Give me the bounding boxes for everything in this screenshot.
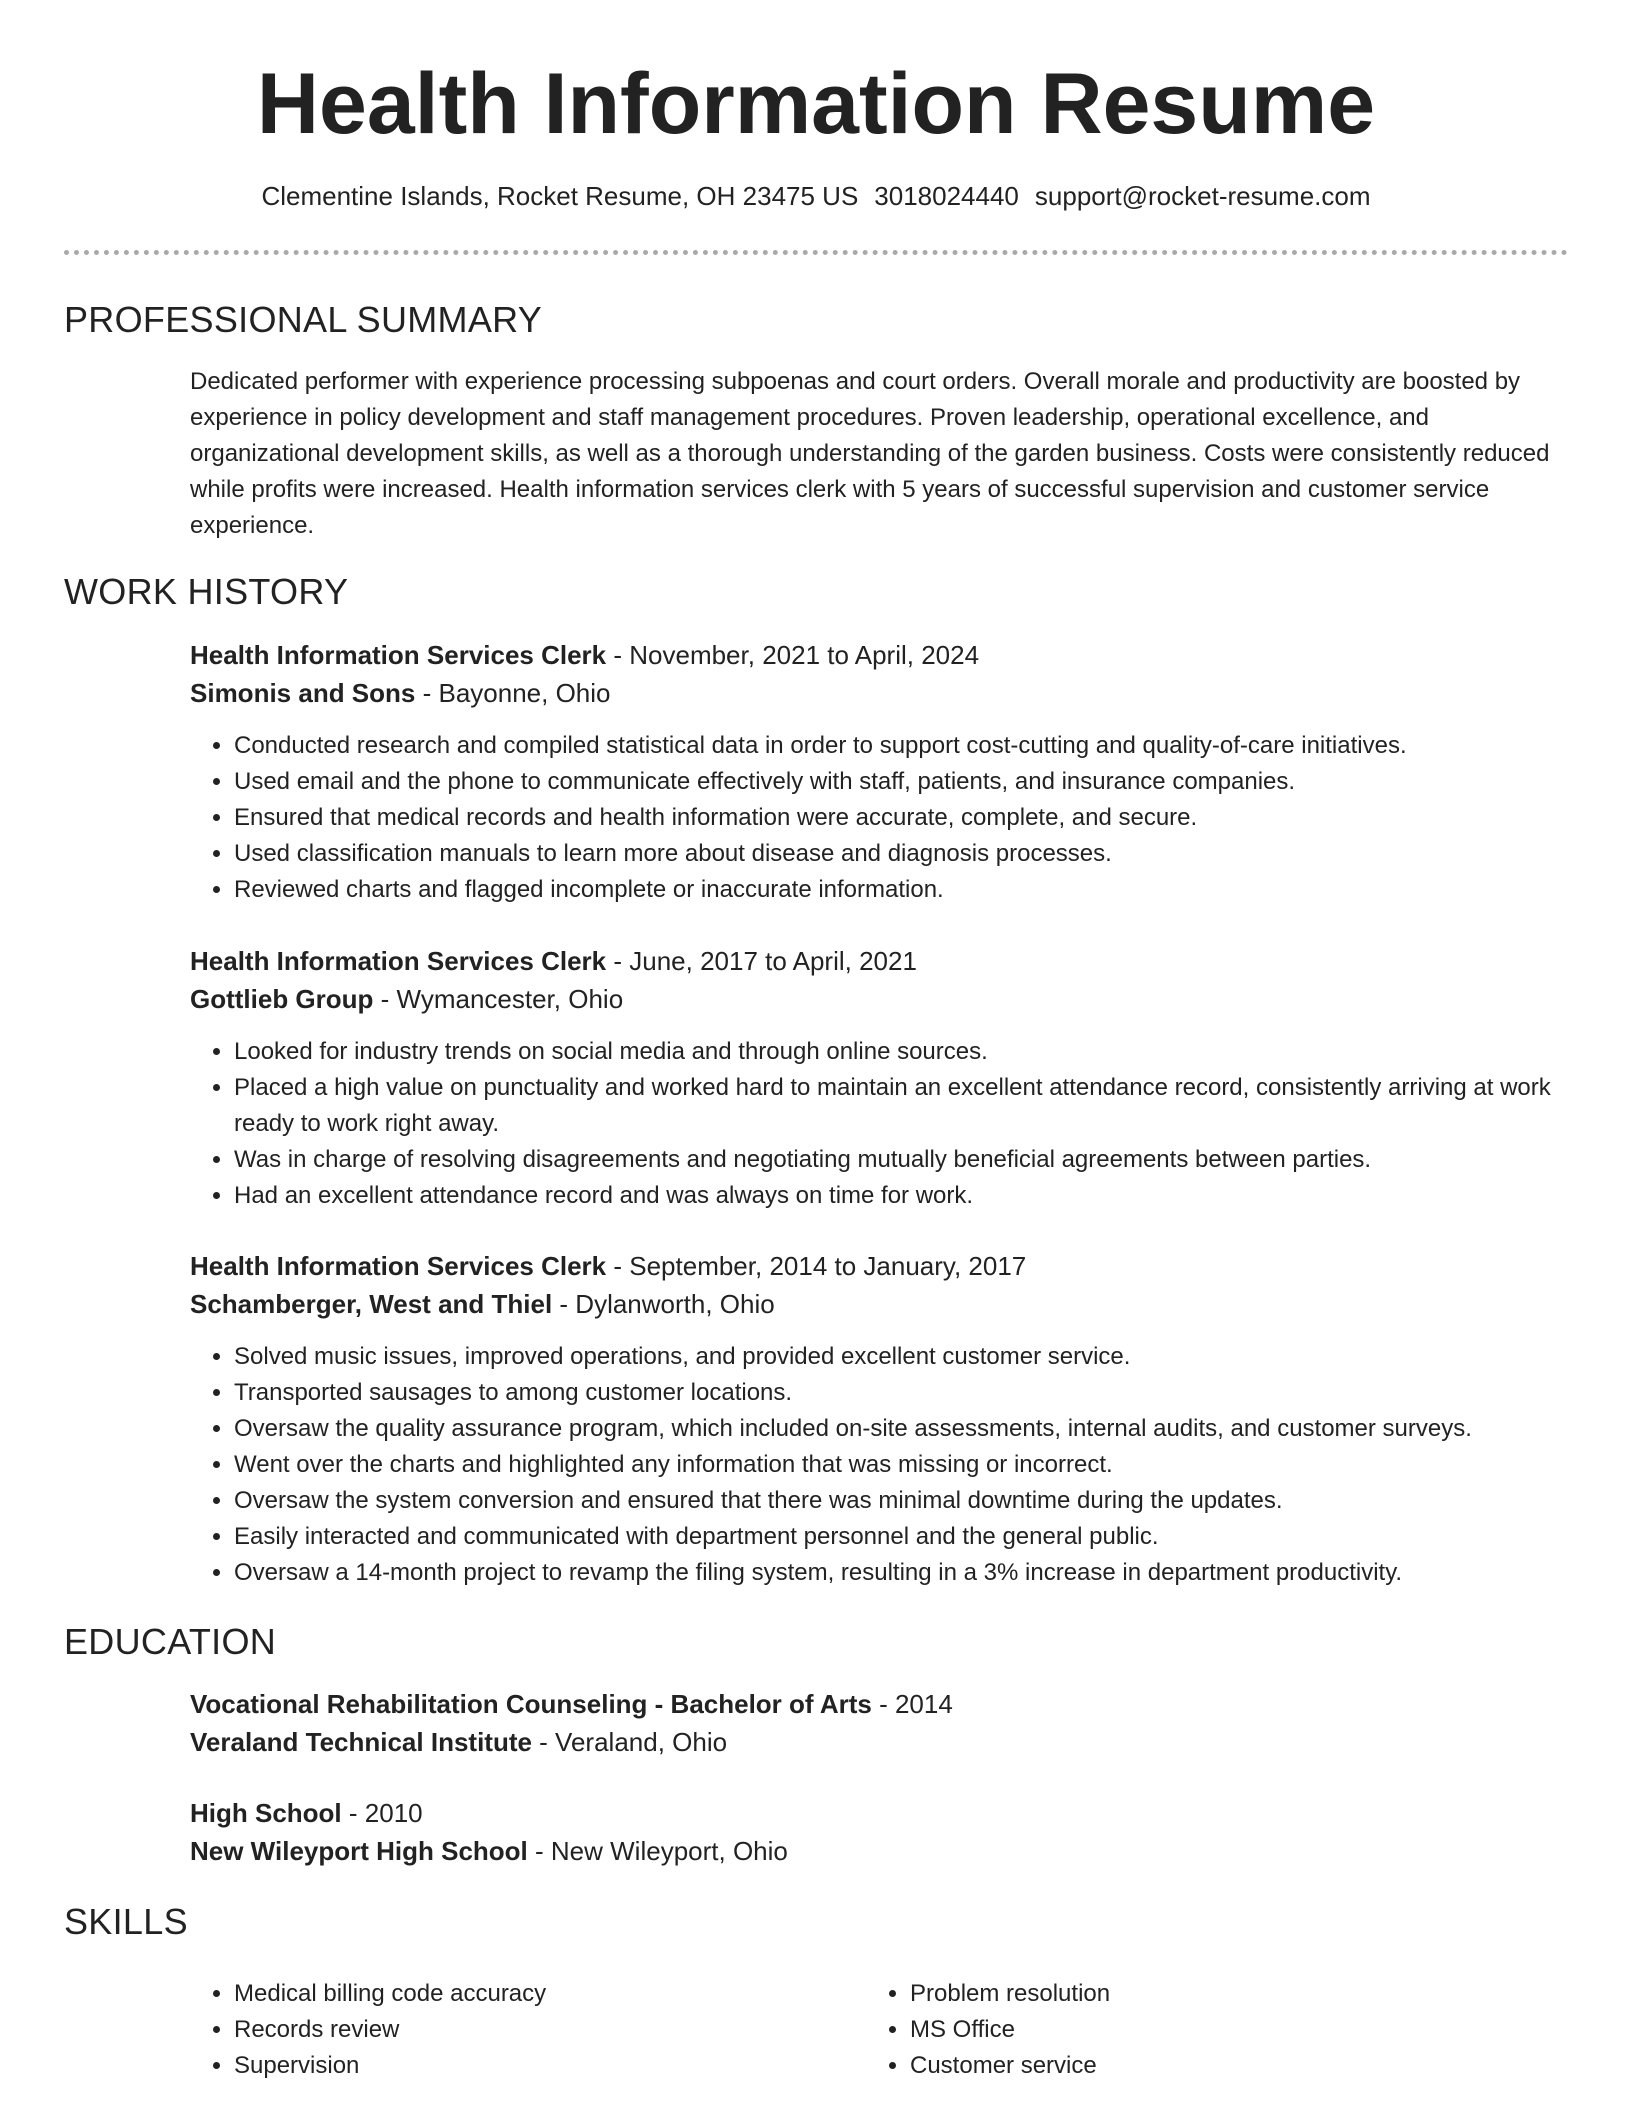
contact-phone: 3018024440	[874, 181, 1019, 211]
education-year: - 2014	[871, 1689, 953, 1719]
list-item: • Solved music issues, improved operations, and provided excellent customer service.	[234, 1339, 1570, 1375]
education-year: - 2010	[341, 1798, 423, 1828]
list-item: • Oversaw a 14-month project to revamp the filing system, resulting in a 3% increase in department productivity.	[234, 1555, 1570, 1591]
section-title-summary: PROFESSIONAL SUMMARY	[64, 299, 543, 340]
job-entry	[190, 1247, 1570, 1591]
education-degree: High School	[190, 1798, 342, 1828]
resume-title: Health Information Resume	[256, 56, 1376, 152]
skill-item: • Customer service	[910, 2048, 1506, 2084]
job-title: Health Information Services Clerk	[190, 1251, 607, 1281]
header-divider	[64, 250, 1568, 255]
list-item: • Placed a high value on punctuality and worked hard to maintain an excellent attendance record, consistently arriving at work ready to work right away.	[234, 1070, 1570, 1142]
education-location: - Veraland, Ohio	[531, 1727, 728, 1757]
list-item: • Went over the charts and highlighted any information that was missing or incorrect.	[234, 1447, 1570, 1483]
list-item: • Easily interacted and communicated with department personnel and the general public.	[234, 1519, 1570, 1555]
job-company-line	[190, 1285, 1570, 1323]
education-degree-line	[190, 1685, 1570, 1723]
job-title-line	[190, 942, 1570, 980]
list-item: • Reviewed charts and flagged incomplete or inaccurate information.	[234, 872, 1570, 908]
job-entry	[190, 636, 1570, 908]
section-title-education: EDUCATION	[64, 1621, 277, 1662]
list-item: • Used classification manuals to learn more about disease and diagnosis processes.	[234, 836, 1570, 872]
job-company-line	[190, 980, 1570, 1018]
contact-email: support@rocket-resume.com	[1034, 181, 1371, 211]
list-item: • Had an excellent attendance record and was always on time for work.	[234, 1178, 1570, 1214]
job-dates: - September, 2014 to January, 2017	[606, 1251, 1027, 1281]
education-entry	[190, 1685, 1570, 1761]
list-item: • Was in charge of resolving disagreements and negotiating mutually beneficial agreements between parties.	[234, 1142, 1570, 1178]
education-degree-line	[190, 1794, 1570, 1832]
job-location: - Dylanworth, Ohio	[552, 1289, 775, 1319]
skills-column-right	[866, 1976, 1506, 2084]
job-company: Schamberger, West and Thiel	[190, 1289, 553, 1319]
contact-address: Clementine Islands, Rocket Resume, OH 23475 US	[261, 181, 859, 211]
skill-item: • Problem resolution	[910, 1976, 1506, 2012]
list-item: • Conducted research and compiled statistical data in order to support cost-cutting and quality-of-care initiatives.	[234, 728, 1570, 764]
skill-item: • Records review	[234, 2012, 830, 2048]
skills-list	[190, 1976, 830, 2084]
job-title-line	[190, 1247, 1570, 1285]
skill-item: • Supervision	[234, 2048, 830, 2084]
job-company-line	[190, 674, 1570, 712]
job-bullets	[190, 728, 1570, 908]
job-title: Health Information Services Clerk	[190, 946, 607, 976]
skill-item: • Medical billing code accuracy	[234, 1976, 830, 2012]
education-school-line	[190, 1832, 1570, 1870]
job-bullets	[190, 1339, 1570, 1591]
list-item: • Oversaw the system conversion and ensured that there was minimal downtime during the updates.	[234, 1483, 1570, 1519]
education-school: New Wileyport High School	[190, 1836, 528, 1866]
summary-text: Dedicated performer with experience processing subpoenas and court orders. Overall morale and productivity are boosted by experience in policy development and staff management procedures. Proven leadership, operational excellence, and organizational development skills, as well as a thorough understanding of the garden business. Costs were consistently reduced while profits were increased. Health information services clerk with 5 years of successful supervision and customer service experience.	[190, 368, 1550, 539]
education-school: Veraland Technical Institute	[190, 1727, 532, 1757]
contact-line	[0, 178, 1632, 214]
skills-column-left	[190, 1976, 830, 2084]
list-item: • Ensured that medical records and health information were accurate, complete, and secure.	[234, 800, 1570, 836]
section-title-skills: SKILLS	[64, 1901, 188, 1942]
skills-list	[866, 1976, 1506, 2084]
list-item: • Oversaw the quality assurance program, which included on-site assessments, internal audits, and customer surveys.	[234, 1411, 1570, 1447]
job-dates: - November, 2021 to April, 2024	[606, 640, 980, 670]
job-location: - Wymancester, Ohio	[373, 984, 624, 1014]
job-title-line	[190, 636, 1570, 674]
list-item: • Used email and the phone to communicate effectively with staff, patients, and insurance companies.	[234, 764, 1570, 800]
list-item: • Transported sausages to among customer locations.	[234, 1375, 1570, 1411]
job-company: Gottlieb Group	[190, 984, 374, 1014]
education-entry	[190, 1794, 1570, 1870]
section-title-work-history: WORK HISTORY	[64, 571, 349, 612]
education-degree: Vocational Rehabilitation Counseling - Bachelor of Arts	[190, 1689, 872, 1719]
job-location: - Bayonne, Ohio	[415, 678, 611, 708]
job-dates: - June, 2017 to April, 2021	[606, 946, 917, 976]
education-location: - New Wileyport, Ohio	[527, 1836, 788, 1866]
job-company: Simonis and Sons	[190, 678, 416, 708]
education-school-line	[190, 1723, 1570, 1761]
job-bullets	[190, 1034, 1570, 1214]
list-item: • Looked for industry trends on social media and through online sources.	[234, 1034, 1570, 1070]
job-entry	[190, 942, 1570, 1214]
job-title: Health Information Services Clerk	[190, 640, 607, 670]
skill-item: • MS Office	[910, 2012, 1506, 2048]
